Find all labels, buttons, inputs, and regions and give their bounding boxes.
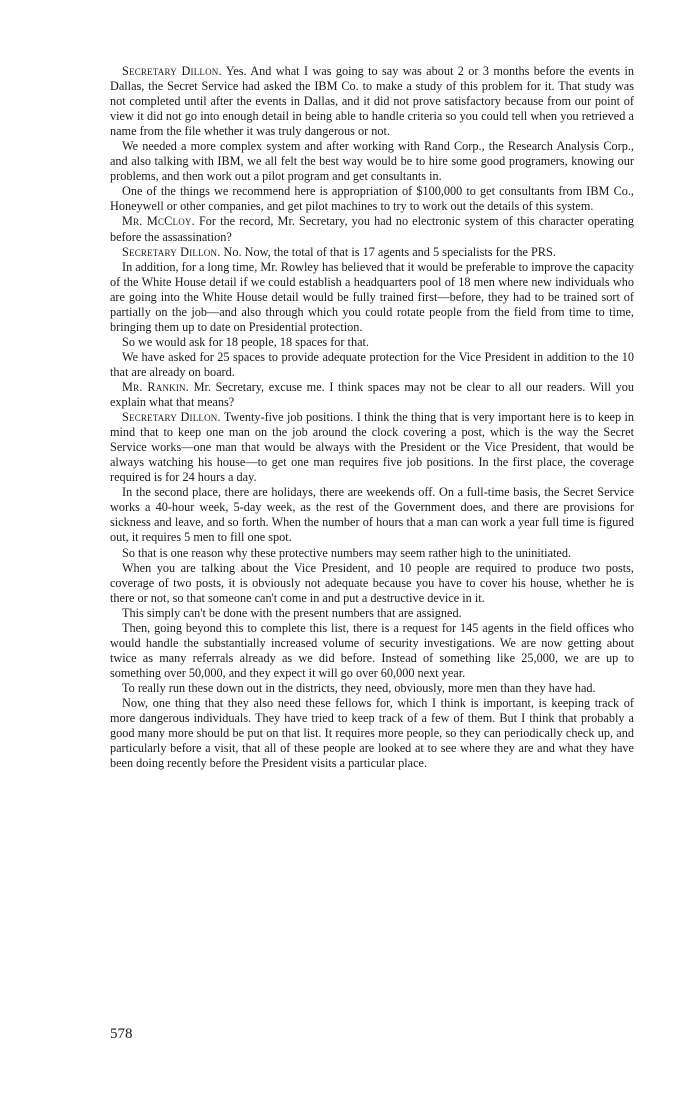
speaker-name: Secretary Dillon. <box>122 64 222 78</box>
paragraph-text: One of the things we recommend here is appropriation of $100,000 to get consultants from IBM Co., Honeywell or other companies, and get pilot machines to try to work out the details of this system. <box>110 184 634 214</box>
paragraph-text: In the second place, there are holidays, there are weekends off. On a full-time basis, the Secret Service works a 40-hour week, 5-day week, as the rest of the Government does, and there are provisions for sickness and leave, and so forth. When the number of hours that a man can work a year full time is figured out, it requires 5 men to fill one spot. <box>110 485 634 545</box>
paragraph-text: To really run these down out in the districts, they need, obviously, more men than they have had. <box>122 680 596 695</box>
paragraph <box>110 410 634 485</box>
paragraph <box>110 606 634 621</box>
paragraph-text: So that is one reason why these protective numbers may seem rather high to the uninitiated. <box>122 545 572 560</box>
paragraph <box>110 245 634 260</box>
paragraph <box>110 260 634 335</box>
paragraph-text: We needed a more complex system and after working with Rand Corp., the Research Analysis Corp., and also talking with IBM, we all felt the best way would be to hire some good programers, knowing our problems, and then work out a pilot program and get consultants in. <box>110 139 634 184</box>
body-text <box>110 64 634 771</box>
page-number: 578 <box>110 1026 133 1042</box>
paragraph <box>110 546 634 561</box>
paragraph <box>110 380 634 410</box>
paragraph-text: So we would ask for 18 people, 18 spaces for that. <box>122 334 369 349</box>
paragraph-text: Then, going beyond this to complete this list, there is a request for 145 agents in the field offices who would handle the substantially increased volume of security investigations. We are now getting about twice as many referrals already as we did before. Instead of something like 25,000, we are up to something over 50,000, and they expect it will go over 60,000 next year. <box>110 620 634 680</box>
paragraph-text: Yes. And what I was going to say was about 2 or 3 months before the events in Dallas, the Secret Service had asked the IBM Co. to make a study of this problem for it. That study was not completed until after the events in Dallas, and it did not prove satisfactory because from our point of view it did not go into enough detail in being able to handle criteria so you could tell when you retrieved a name from the file whether it was truly dangerous or not. <box>110 64 634 139</box>
paragraph-text: We have asked for 25 spaces to provide adequate protection for the Vice President in addition to the 10 that are already on board. <box>110 349 634 379</box>
speaker-name: Secretary Dillon. <box>122 244 221 259</box>
paragraph <box>110 139 634 184</box>
paragraph-text: For the record, Mr. Secretary, you had no electronic system of this character operating before the assassination? <box>110 214 634 244</box>
paragraph-text: Now, one thing that they also need these fellows for, which I think is important, is keeping track of more dangerous individuals. They have tried to keep track of a few of them. But I think that probably a good many more should be put on that list. It requires more people, so they can periodically check up, and particularly before a visit, that all of these people are looked at to see where they are and what they have been doing recently before the President visits a particular place. <box>110 695 634 771</box>
paragraph-text: When you are talking about the Vice President, and 10 people are required to produce two posts, coverage of two posts, it is obviously not adequate because you have to cover his house, whether he is there or not, so that someone can't come in and put a destructive device in it. <box>110 560 634 605</box>
speaker-name: Mr. Rankin. <box>122 379 190 394</box>
paragraph <box>110 485 634 545</box>
paragraph <box>110 621 634 681</box>
paragraph <box>110 64 634 139</box>
paragraph-text: Twenty-five job positions. I think the thing that is very important here is to keep in mind that to keep one man on the job around the clock covering a post, which is the way the Secret Service works—one man that would be always with the President or the Vice President, that would be always watching his house—to get one man requires five job positions. In the first place, the coverage required is for 24 hours a day. <box>110 410 634 485</box>
paragraph <box>110 696 634 771</box>
speaker-name: Mr. McCloy. <box>122 214 195 229</box>
paragraph-text: No. Now, the total of that is 17 agents and 5 specialists for the PRS. <box>220 244 556 259</box>
paragraph <box>110 681 634 696</box>
paragraph <box>110 184 634 214</box>
paragraph-text: In addition, for a long time, Mr. Rowley has believed that it would be preferable to improve the capacity of the White House detail if we could establish a headquarters pool of 18 men where new individuals who are going into the White House detail would be fully trained first—before, they had to be trained sort of partially on the job—and also through which you could rotate people from the field from time to time, bringing them up to date on Presidential protection. <box>110 259 634 334</box>
paragraph <box>110 350 634 380</box>
paragraph <box>110 561 634 606</box>
speaker-name: Secretary Dillon. <box>122 410 221 425</box>
paragraph <box>110 335 634 350</box>
paragraph-text: This simply can't be done with the present numbers that are assigned. <box>122 605 462 620</box>
paragraph-text: Mr. Secretary, excuse me. I think spaces may not be clear to all our readers. Will you explain what that means? <box>110 379 635 410</box>
paragraph <box>110 214 634 244</box>
